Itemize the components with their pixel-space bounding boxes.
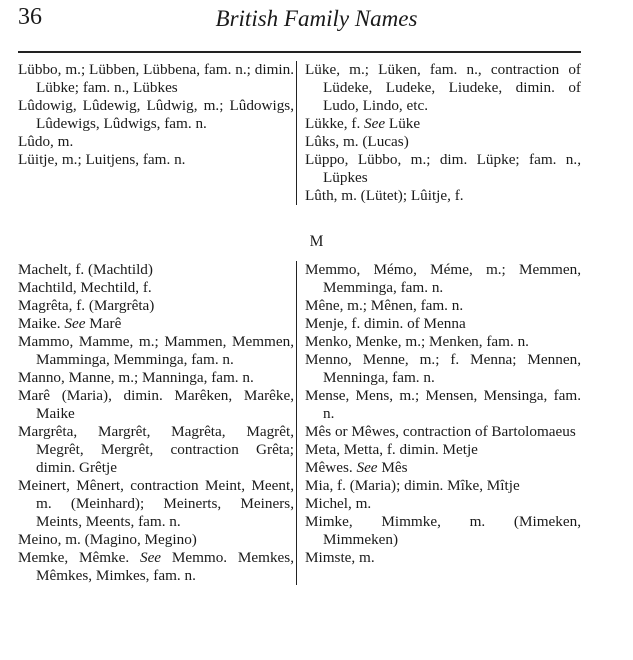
name-entry bbox=[18, 387, 294, 423]
entry-text: Marê bbox=[85, 315, 122, 332]
entry-text: Mês or Mêwes, contraction of Bartolomaeus bbox=[305, 423, 576, 440]
entry-text: Mêwes. bbox=[305, 459, 357, 476]
name-entry bbox=[18, 531, 294, 549]
entry-text: Mêne, m.; Mênen, fam. n. bbox=[305, 297, 464, 314]
name-entry bbox=[18, 423, 294, 477]
entry-text: Lûth, m. (Lütet); Lûitje, f. bbox=[305, 187, 464, 204]
name-entry bbox=[305, 333, 581, 351]
name-entry bbox=[18, 369, 294, 387]
entry-text: Lüppo, Lübbo, m.; dim. Lüpke; fam. n., Lüpkes bbox=[305, 151, 581, 186]
entry-text: Mês bbox=[377, 459, 408, 476]
m-right-column bbox=[297, 261, 581, 585]
entry-text: Maike. bbox=[18, 315, 65, 332]
m-section bbox=[18, 261, 581, 585]
name-entry bbox=[18, 297, 294, 315]
name-entry bbox=[305, 187, 581, 205]
name-entry bbox=[305, 297, 581, 315]
entry-text: Margrêta, Margrêt, Magrêta, Magrêt, Megrêt, Mergrêt, contraction Grêta; dimin. Grêtje bbox=[18, 423, 294, 476]
entry-text: Machtild, Mechtild, f. bbox=[18, 279, 152, 296]
name-entry bbox=[305, 495, 581, 513]
name-entry bbox=[18, 279, 294, 297]
entry-text: Lüitje, m.; Luitjens, fam. n. bbox=[18, 151, 186, 168]
name-entry bbox=[18, 315, 294, 333]
name-entry bbox=[18, 133, 294, 151]
name-entry bbox=[18, 477, 294, 531]
header-rule bbox=[18, 51, 581, 53]
name-entry bbox=[305, 151, 581, 187]
name-entry bbox=[305, 387, 581, 423]
entry-text: Michel, m. bbox=[305, 495, 372, 512]
name-entry bbox=[305, 261, 581, 297]
entry-text: Menno, Menne, m.; f. Menna; Mennen, Menninga, fam. n. bbox=[305, 351, 581, 386]
name-entry bbox=[18, 549, 294, 585]
name-entry bbox=[305, 549, 581, 567]
entry-text: Memmo. Memkes, Mêmkes, Mimkes, fam. n. bbox=[36, 549, 294, 584]
entry-text: Lûks, m. (Lucas) bbox=[305, 133, 409, 150]
see-reference: See bbox=[64, 315, 86, 332]
top-right-column bbox=[297, 61, 581, 205]
top-section bbox=[18, 61, 581, 205]
name-entry bbox=[18, 333, 294, 369]
entry-text: Lüke, m.; Lüken, fam. n., contraction of Lüdeke, Ludeke, Liudeke, dimin. of Ludo, Lindo, etc. bbox=[305, 61, 581, 114]
name-entry bbox=[305, 133, 581, 151]
see-reference: See bbox=[356, 459, 378, 476]
entry-text: Mammo, Mamme, m.; Mammen, Memmen, Mamminga, Memminga, fam. n. bbox=[18, 333, 294, 368]
name-entry bbox=[305, 423, 581, 441]
name-entry bbox=[305, 351, 581, 387]
name-entry bbox=[18, 261, 294, 279]
entry-text: Lübbo, m.; Lübben, Lübbena, fam. n.; dimin. Lübke; fam. n., Lübkes bbox=[18, 61, 294, 96]
name-entry bbox=[305, 61, 581, 115]
entry-text: Magrêta, f. (Margrêta) bbox=[18, 297, 155, 314]
page-number: 36 bbox=[18, 4, 42, 30]
entry-text: Meinert, Mênert, contraction Meint, Meent, m. (Meinhard); Meinerts, Meiners, Meints, Meents, fam. n. bbox=[18, 477, 294, 530]
name-entry bbox=[18, 151, 294, 169]
entry-text: Meino, m. (Magino, Megino) bbox=[18, 531, 197, 548]
name-entry bbox=[305, 441, 581, 459]
name-entry bbox=[18, 97, 294, 133]
entry-text: Lûdowig, Lûdewig, Lûdwig, m.; Lûdowigs, Lûdewigs, Lûdwigs, fam. n. bbox=[18, 97, 294, 132]
m-left-column bbox=[18, 261, 294, 585]
name-entry bbox=[305, 477, 581, 495]
page-title: British Family Names bbox=[215, 6, 418, 31]
entry-text: Mia, f. (Maria); dimin. Mîke, Mîtje bbox=[305, 477, 520, 494]
entry-text: Menko, Menke, m.; Menken, fam. n. bbox=[305, 333, 529, 350]
entry-text: Memke, Mêmke. bbox=[18, 549, 140, 566]
see-reference: See bbox=[139, 549, 162, 566]
top-left-column bbox=[18, 61, 294, 205]
entry-text: Mimste, m. bbox=[305, 549, 375, 566]
name-entry bbox=[305, 315, 581, 333]
see-reference: See bbox=[364, 115, 386, 132]
entry-text: Machelt, f. (Machtild) bbox=[18, 261, 153, 278]
name-entry bbox=[305, 115, 581, 133]
entry-text: Mimke, Mimmke, m. (Mimeken, Mimmeken) bbox=[305, 513, 581, 548]
section-letter-heading: M bbox=[309, 233, 324, 250]
name-entry bbox=[305, 513, 581, 549]
entry-text: Menje, f. dimin. of Menna bbox=[305, 315, 466, 332]
name-entry bbox=[18, 61, 294, 97]
name-entry bbox=[305, 459, 581, 477]
entry-text: Manno, Manne, m.; Manninga, fam. n. bbox=[18, 369, 254, 386]
entry-text: Meta, Metta, f. dimin. Metje bbox=[305, 441, 478, 458]
entry-text: Lükke, f. bbox=[305, 115, 365, 132]
entry-text: Lüke bbox=[385, 115, 421, 132]
entry-text: Lûdo, m. bbox=[18, 133, 74, 150]
entry-text: Mense, Mens, m.; Mensen, Mensinga, fam. n. bbox=[305, 387, 581, 422]
entry-text: Marê (Maria), dimin. Marêken, Marêke, Maike bbox=[18, 387, 294, 422]
entry-text: Memmo, Mémo, Méme, m.; Memmen, Memminga, fam. n. bbox=[305, 261, 581, 296]
